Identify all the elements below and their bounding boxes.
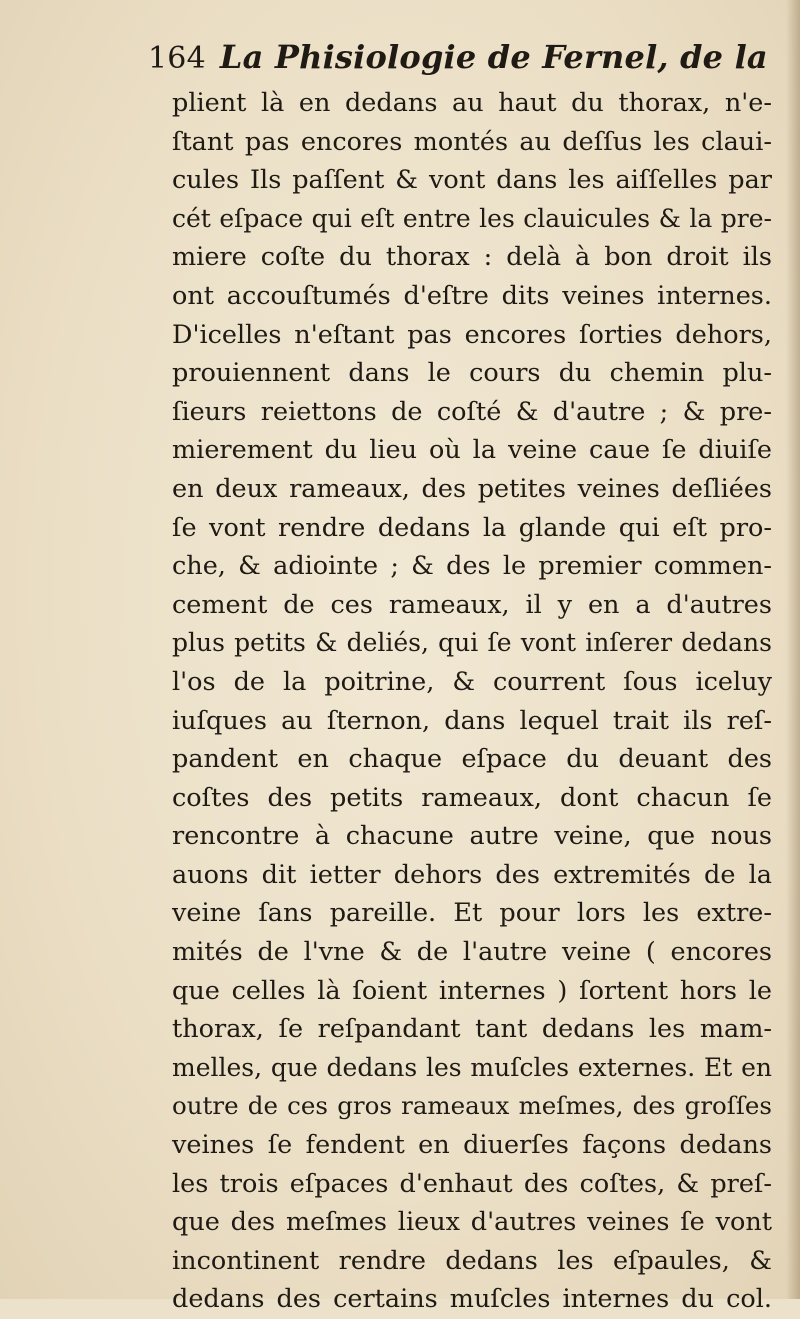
text-line: veines ſe fendent en diuerſes façons dedans bbox=[172, 1130, 772, 1161]
text-line: ſtant pas encores montés au deſſus les claui- bbox=[172, 126, 772, 157]
running-title: La Phisiologie de Fernel, de la bbox=[219, 38, 768, 76]
text-line: pandent en chaque eſpace du deuant des bbox=[172, 744, 772, 775]
text-line: auons dit ietter dehors des extremités de la bbox=[172, 859, 772, 890]
text-line: cules Ils paſſent & vont dans les aiſſelles par bbox=[172, 165, 772, 196]
text-line: che, & adiointe ; & des le premier commen- bbox=[172, 551, 772, 582]
text-line: en deux rameaux, des petites veines deſliées bbox=[172, 473, 772, 504]
text-line: prouiennent dans le cours du chemin plu- bbox=[172, 358, 772, 389]
text-line: plient là en dedans au haut du thorax, n'e- bbox=[172, 88, 772, 118]
text-line: dedans des certains muſcles internes du col. bbox=[172, 1284, 772, 1315]
text-line: ſe vont rendre dedans la glande qui eſt pro- bbox=[172, 512, 772, 543]
text-line: veine ſans pareille. Et pour lors les extre- bbox=[172, 898, 772, 929]
text-line: iuſques au ſternon, dans lequel trait ils reſ- bbox=[172, 705, 772, 736]
text-line: ont accouſtumés d'eſtre dits veines internes. bbox=[172, 280, 772, 311]
text-line: que celles là ſoient internes ) ſortent hors le bbox=[172, 975, 772, 1006]
text-line: outre de ces gros rameaux meſmes, des groſſes bbox=[172, 1091, 772, 1121]
text-line: incontinent rendre dedans les eſpaules, & bbox=[172, 1245, 772, 1276]
text-line: que des meſmes lieux d'autres veines ſe vont bbox=[172, 1207, 772, 1238]
text-line: cement de ces rameaux, il y en a d'autres bbox=[172, 589, 772, 620]
page-number: 164 bbox=[148, 41, 206, 76]
text-line: mierement du lieu où la veine caue ſe diuiſe bbox=[172, 435, 772, 466]
text-line: ſieurs reiettons de coſté & d'autre ; & pre- bbox=[172, 396, 772, 427]
text-line: D'icelles n'eſtant pas encores ſorties dehors, bbox=[172, 319, 772, 350]
text-line: miere coſte du thorax : delà à bon droit ils bbox=[172, 242, 772, 273]
text-line: rencontre à chacune autre veine, que nous bbox=[172, 821, 772, 852]
text-line: cét eſpace qui eſt entre les clauicules & la pre- bbox=[172, 203, 772, 233]
body-text bbox=[172, 84, 772, 1319]
text-line: melles, que dedans les muſcles externes. Et en bbox=[172, 1052, 772, 1082]
text-line: mités de l'vne & de l'autre veine ( encores bbox=[172, 937, 772, 968]
text-line: coſtes des petits rameaux, dont chacun ſe bbox=[172, 782, 772, 813]
text-line: thorax, ſe reſpandant tant dedans les mam- bbox=[172, 1014, 772, 1045]
page-edge-shadow bbox=[786, 0, 800, 1299]
text-line: plus petits & deliés, qui ſe vont inſerer dedans bbox=[172, 628, 772, 658]
text-line: les trois eſpaces d'enhaut des coſtes, & preſ- bbox=[172, 1168, 772, 1199]
text-line: l'os de la poitrine, & courrent ſous iceluy bbox=[172, 666, 772, 697]
